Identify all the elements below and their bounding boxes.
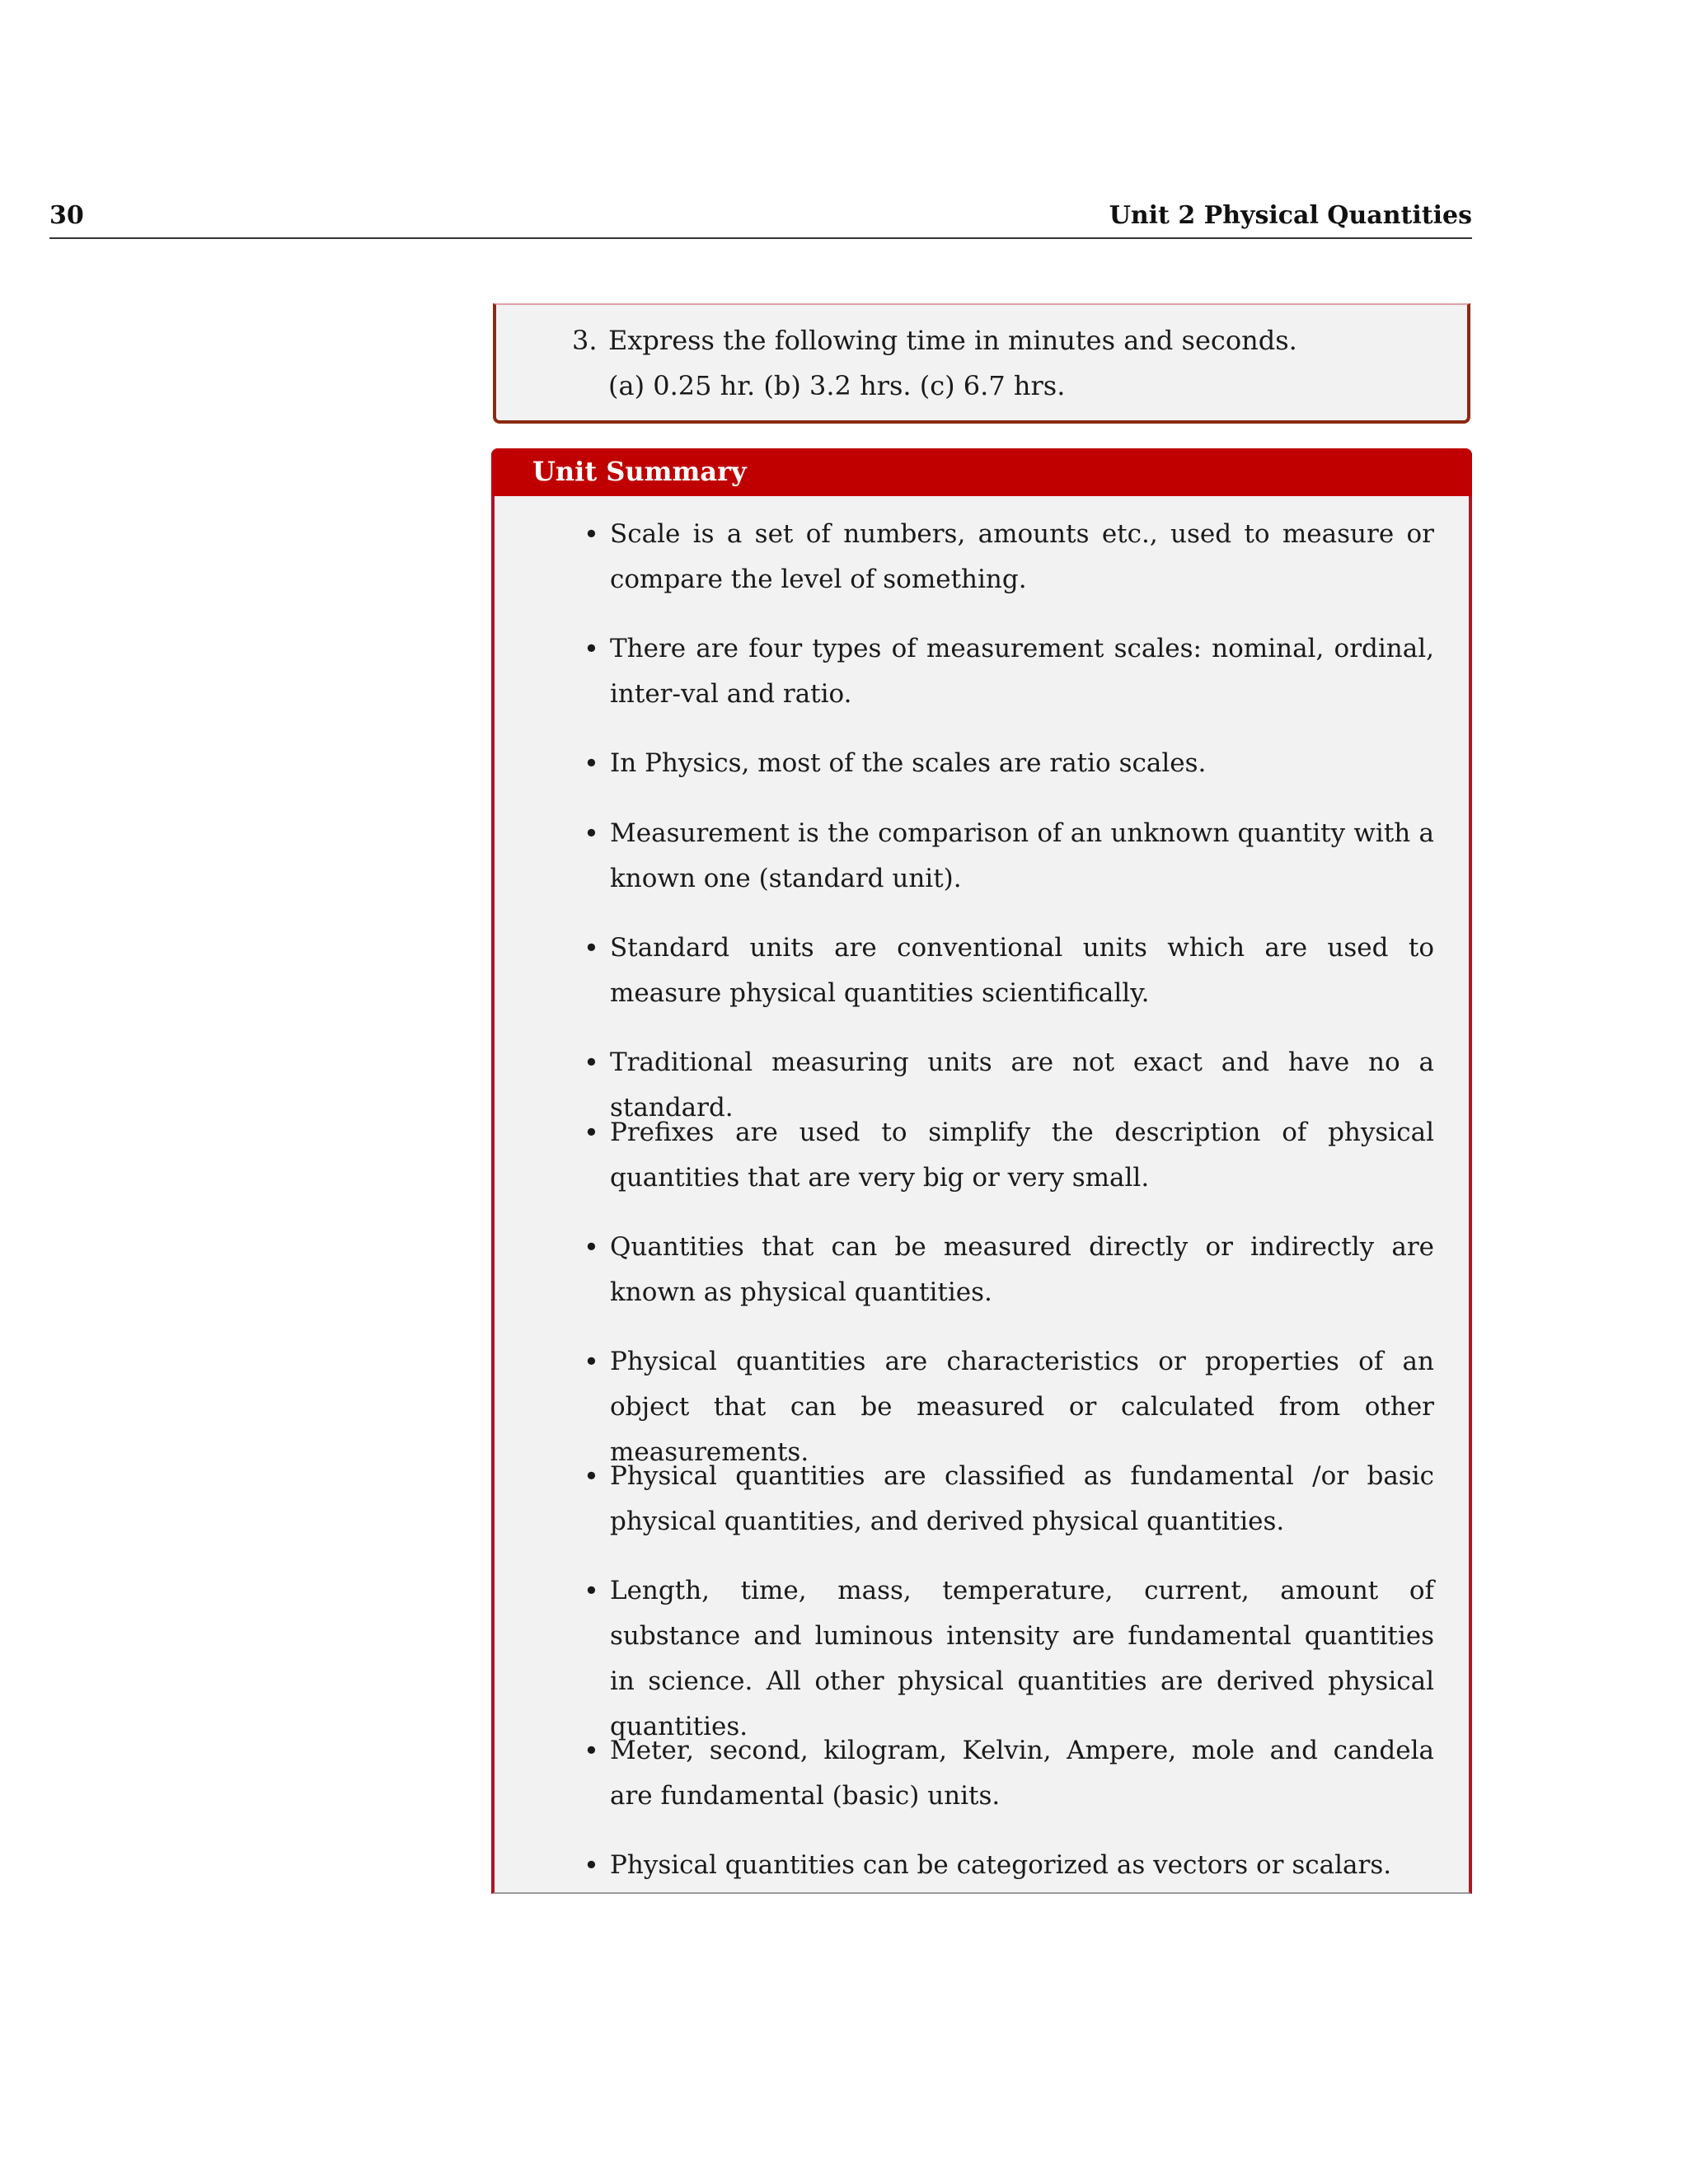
page-number: 30 [49,201,84,230]
bullet-icon: • [584,1231,599,1263]
bullet-icon: • [584,748,599,779]
bullet-icon: • [584,1460,599,1492]
summary-item-text: Measurement is the comparison of an unknown quantity with a known one (standard unit). [610,818,1434,893]
bullet-icon: • [584,1735,599,1766]
exercise-box [493,303,1470,424]
bullet-icon: • [584,1117,599,1148]
summary-item-text: In Physics, most of the scales are ratio scales. [610,748,1207,778]
unit-summary-header [491,448,1472,496]
bullet-icon: • [584,1575,599,1606]
exercise-parts: (a) 0.25 hr. (b) 3.2 hrs. (c) 6.7 hrs. [608,370,1066,401]
bullet-icon: • [584,1346,599,1377]
bullet-icon: • [584,518,599,550]
summary-item-text: There are four types of measurement scales: nominal, ordinal, inter-val and ratio. [610,634,1434,709]
summary-item-text: Traditional measuring units are not exact and have no a standard. [610,1047,1434,1122]
summary-item-text: Prefixes are used to simplify the description of physical quantities that are very big or very small. [610,1118,1434,1193]
summary-item-text: Standard units are conventional units which are used to measure physical quantities scientifically. [610,933,1434,1008]
summary-item-text: Physical quantities are classified as fundamental /or basic physical quantities, and derived physical quantities. [610,1461,1434,1536]
running-header [49,194,1472,239]
bullet-icon: • [584,932,599,963]
running-title: Unit 2 Physical Quantities [1109,201,1472,230]
summary-item-text: Quantities that can be measured directly or indirectly are known as physical quantities. [610,1232,1434,1307]
exercise-question: Express the following time in minutes and seconds. [608,325,1297,356]
bullet-icon: • [584,1047,599,1078]
summary-item-text: Scale is a set of numbers, amounts etc., used to measure or compare the level of something. [610,519,1434,594]
summary-item-text: Physical quantities are characteristics or properties of an object that can be measured or calculated from other measurements. [610,1347,1434,1467]
summary-item-text: Physical quantities can be categorized as vectors or scalars. [610,1850,1392,1880]
summary-item-text: Length, time, mass, temperature, current, amount of substance and luminous intensity are fundamental quantities in science. All other physical quantities are derived physical quantities. [610,1576,1434,1741]
bullet-icon: • [584,818,599,849]
bullet-icon: • [584,1849,599,1881]
bullet-icon: • [584,633,599,664]
unit-summary-box [491,448,1472,1894]
summary-item-text: Meter, second, kilogram, Kelvin, Ampere, mole and candela are fundamental (basic) units. [610,1736,1434,1811]
unit-summary-title: Unit Summary [532,456,747,487]
exercise-number: 3. [572,325,598,356]
